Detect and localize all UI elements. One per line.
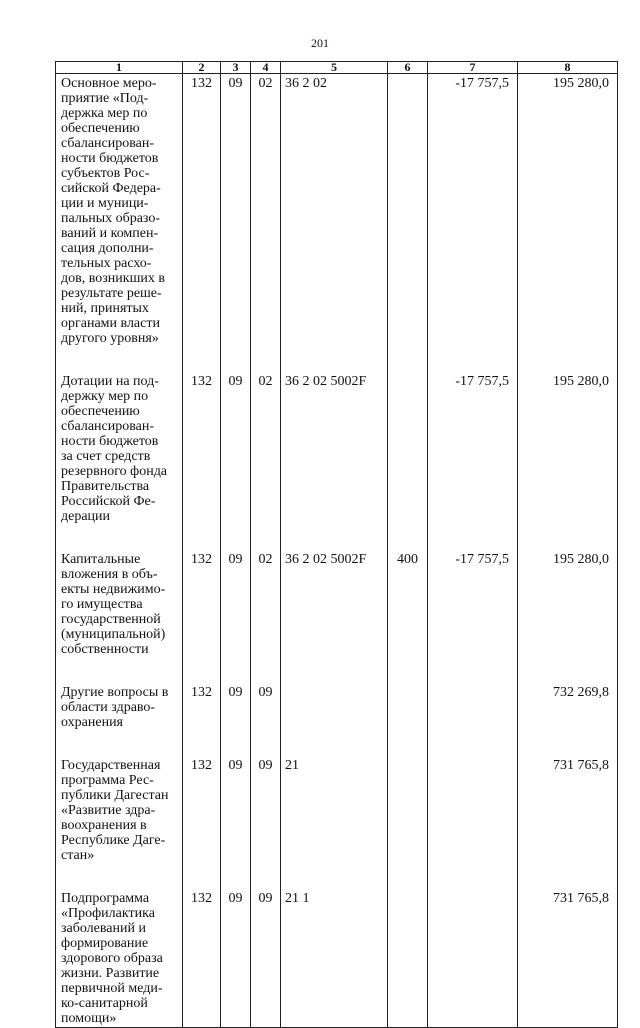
table-row: [56, 372, 618, 550]
total-amount: 732 269,8: [518, 683, 618, 756]
target-article-code: 36 2 02 5002F: [281, 372, 388, 550]
section-code: 09: [221, 756, 251, 889]
ministry-code: 132: [183, 372, 221, 550]
ministry-code: 132: [183, 756, 221, 889]
table-row: [56, 74, 618, 373]
subsection-code: 02: [251, 372, 281, 550]
section-code: 09: [221, 74, 251, 373]
change-amount: [428, 756, 518, 889]
column-header-7: 7: [428, 62, 518, 74]
total-amount: 731 765,8: [518, 889, 618, 1028]
page-number: 201: [311, 36, 329, 50]
ministry-code: 132: [183, 550, 221, 683]
total-amount: 195 280,0: [518, 372, 618, 550]
change-amount: [428, 683, 518, 756]
subsection-code: 09: [251, 756, 281, 889]
total-amount: 731 765,8: [518, 756, 618, 889]
row-name: Государственная программа Рес- публики Дагестан «Развитие здра- воохранения в Республике Даге- стан»: [56, 756, 183, 889]
target-article-code: 36 2 02 5002F: [281, 550, 388, 683]
table-row: [56, 550, 618, 683]
table-row: [56, 756, 618, 889]
target-article-code: 21: [281, 756, 388, 889]
expense-type-code: [388, 372, 428, 550]
expense-type-code: [388, 889, 428, 1028]
change-amount: -17 757,5: [428, 372, 518, 550]
column-header-1: 1: [56, 62, 183, 74]
row-name: Капитальные вложения в объ- екты недвижимо- го имущества государственной (муниципальной) собственности: [56, 550, 183, 683]
change-amount: -17 757,5: [428, 74, 518, 373]
total-amount: 195 280,0: [518, 550, 618, 683]
subsection-code: 09: [251, 683, 281, 756]
row-name: Основное меро- приятие «Под- держка мер по обеспечению сбалансирован- ности бюджетов субъектов Рос- сийской Федера- ции и муници- пальных образо- ваний и компен- сация дополни- тельных расхо- дов, возникших в результате реше- ний, принятых органами власти другого уровня»: [56, 74, 183, 373]
section-code: 09: [221, 550, 251, 683]
section-code: 09: [221, 683, 251, 756]
table-row: [56, 889, 618, 1028]
total-amount: 195 280,0: [518, 74, 618, 373]
expense-type-code: [388, 683, 428, 756]
column-header-4: 4: [251, 62, 281, 74]
column-header-3: 3: [221, 62, 251, 74]
section-code: 09: [221, 889, 251, 1028]
expense-type-code: [388, 74, 428, 373]
target-article-code: 21 1: [281, 889, 388, 1028]
ministry-code: 132: [183, 74, 221, 373]
change-amount: -17 757,5: [428, 550, 518, 683]
ministry-code: 132: [183, 889, 221, 1028]
expense-type-code: 400: [388, 550, 428, 683]
column-header-2: 2: [183, 62, 221, 74]
expense-type-code: [388, 756, 428, 889]
target-article-code: 36 2 02: [281, 74, 388, 373]
header-row: [56, 62, 618, 74]
row-name: Подпрограмма «Профилактика заболеваний и формирование здорового образа жизни. Развитие первичной меди- ко-санитарной помощи»: [56, 889, 183, 1028]
row-name: Другие вопросы в области здраво- охранения: [56, 683, 183, 756]
change-amount: [428, 889, 518, 1028]
subsection-code: 02: [251, 550, 281, 683]
subsection-code: 09: [251, 889, 281, 1028]
column-header-6: 6: [388, 62, 428, 74]
table-row: [56, 683, 618, 756]
budget-table: [55, 61, 618, 1028]
ministry-code: 132: [183, 683, 221, 756]
row-name: Дотации на под- держку мер по обеспечению сбалансирован- ности бюджетов за счет средств резервного фонда Правительства Российской Фе- дерации: [56, 372, 183, 550]
section-code: 09: [221, 372, 251, 550]
target-article-code: [281, 683, 388, 756]
subsection-code: 02: [251, 74, 281, 373]
column-header-5: 5: [281, 62, 388, 74]
column-header-8: 8: [518, 62, 618, 74]
